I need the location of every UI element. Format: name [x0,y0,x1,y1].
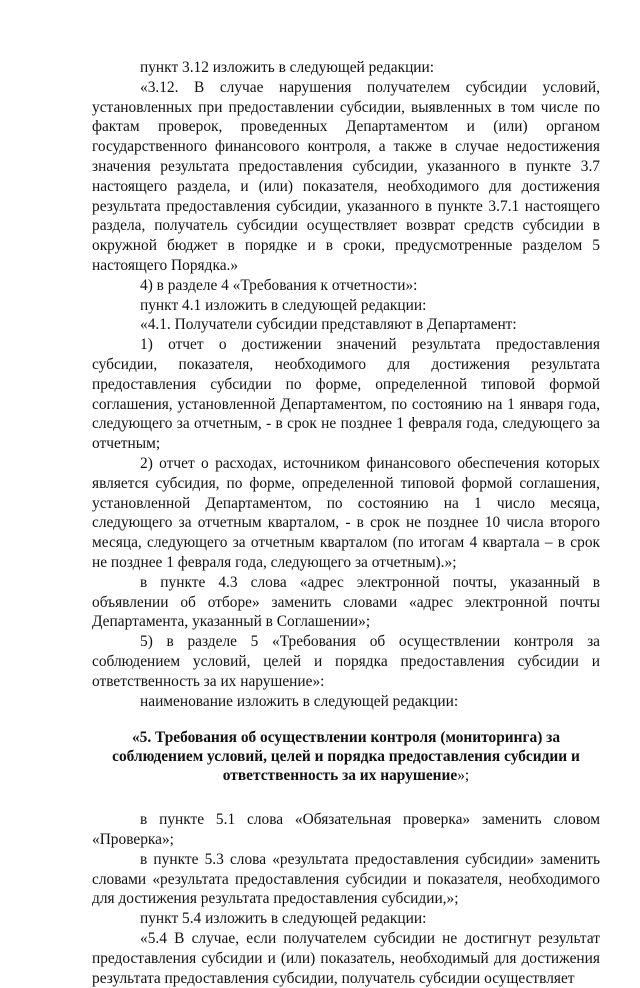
paragraph: в пункте 5.1 слова «Обязательная проверка» заменить словом «Проверка»; [92,811,600,849]
paragraph: пункт 5.4 изложить в следующей редакции: [140,910,427,928]
paragraph: в пункте 4.3 слова «адрес электронной почты, указанный в объявлении об отборе» заменить словами «адрес электронной почты Департамента, указанный в Соглашении»; [92,573,600,631]
section-heading-line [92,766,600,785]
paragraph: 2) отчет о расходах, источником финансового обеспечения которых является субсидия, по форме, определенной типовой формой соглашения, установленной Департаментом, по состоянию на 1 число месяца, следующего за отчетным кварталом, - в срок не позднее 10 числа второго месяца, следующего за отчетным кварталом (по итогам 4 квартала – в срок не позднее 1 февраля года, следующего за отчетным).»; [92,454,600,571]
section-heading-text: ответственность за их нарушение [222,767,458,785]
paragraph: наименование изложить в следующей редакции: [140,692,459,710]
paragraph: 4) в разделе 4 «Требования к отчетности»: [140,276,418,294]
paragraph: в пункте 5.3 слова «результата предоставления субсидии» заменить словами «результата предоставления субсидии и показателя, необходимого для достижения результата предоставления субсидии,»; [92,850,600,908]
section-heading-line: «5. Требования об осуществлении контроля (мониторинга) за [131,729,561,747]
section-heading-tail: »; [457,767,470,785]
paragraph: пункт 4.1 изложить в следующей редакции: [140,296,427,314]
section-heading [92,728,600,785]
paragraph: «5.4 В случае, если получателем субсидии не достигнут результат предоставления субсидии и (или) показатель, необходимый для достижения результата предоставления субсидии, получатель субсидии осуществляет [92,930,600,987]
paragraph: 5) в разделе 5 «Требования об осуществлении контроля за соблюдением условий, целей и порядка предоставления субсидии и ответственность за их нарушение»: [92,633,600,690]
paragraph: «4.1. Получатели субсидии представляют в Департамент: [140,316,517,334]
paragraph: «3.12. В случае нарушения получателем субсидии условий, установленных при предоставлении субсидии, выявленных в том числе по фактам проверок, проведенных Департаментом и (или) органом государственного финансового контроля, а также в случае недостижения значения результата предоставления субсидии, указанного в пункте 3.7 настоящего раздела, и (или) показателя, необходимого для достижения результата предоставления субсидии, указанного в пункте 3.7.1 настоящего раздела, получатель субсидии осуществляет возврат средств субсидии в окружной бюджет в порядке и в сроки, предусмотренные разделом 5 настоящего Порядка.» [92,78,600,274]
document-page [92,58,600,988]
paragraph: 1) отчет о достижении значений результата предоставления субсидии, показателя, необходимого для достижения результата предоставления субсидии по форме, определенной типовой формой соглашения, установленной Департаментом, по состоянию на 1 января года, следующего за отчетным, - в срок не позднее 1 февраля года, следующего за отчетным; [92,336,600,453]
section-heading-line: соблюдением условий, целей и порядка предоставления субсидии и [112,748,580,766]
paragraph: пункт 3.12 изложить в следующей редакции: [140,59,435,76]
